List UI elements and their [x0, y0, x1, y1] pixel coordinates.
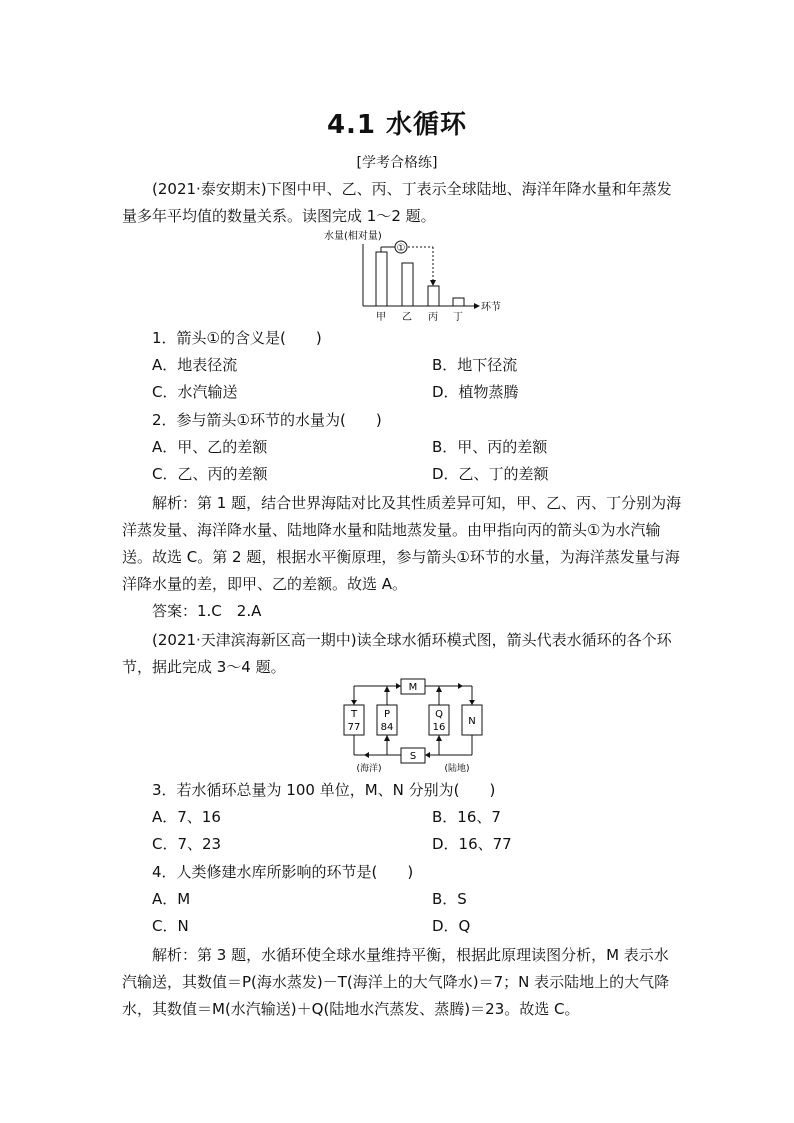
ocean-label: (海洋)	[356, 764, 382, 774]
q2-stem: 2．参与箭头①环节的水量为( )	[152, 411, 382, 429]
box-t-label: T	[350, 709, 358, 720]
q4-option-a: A．M	[152, 890, 191, 908]
arrow1-label: ①	[396, 243, 406, 254]
q-bottom-arrow	[436, 735, 442, 741]
q4-option-c: C．N	[152, 917, 189, 935]
y-axis-label: 水量(相对量)	[324, 231, 382, 242]
box-n-label: N	[468, 716, 476, 727]
q2-option-b: B．甲、丙的差额	[432, 438, 548, 456]
m-in-arrow	[396, 683, 401, 689]
q3-option-d: D．16、77	[432, 835, 512, 853]
q3-option-c: C．7、23	[152, 835, 222, 853]
x-tick-bing: 丙	[428, 312, 438, 323]
box-s-label: S	[409, 751, 417, 762]
q2-option-d: D．乙、丁的差额	[432, 465, 549, 483]
land-label: (陆地)	[444, 764, 470, 774]
q1-stem: 1．箭头①的含义是( )	[152, 329, 322, 347]
q2-option-c: C．乙、丙的差额	[152, 465, 268, 483]
section1-answer: 答案：1.C 2.A	[152, 602, 262, 620]
q3-stem: 3．若水循环总量为 100 单位，M、N 分别为( )	[152, 781, 496, 799]
water-cycle-figure	[336, 675, 494, 775]
m-out-arrow	[458, 683, 463, 689]
water-bar-figure	[322, 228, 512, 326]
x-tick-ding: 丁	[453, 312, 463, 323]
section1-analysis: 解析：第 1 题，结合世界海陆对比及其性质差异可知，甲、乙、丙、丁分别为海洋蒸发量、海洋降水量、陆地降水量和陆地蒸发量。由甲指向丙的箭头①为水汽输送。故选 C。第 2 题，根据水平衡原理，参与箭头①环节的水量，为海洋蒸发量与海洋降水量的差，即甲、乙的差额。故选 A。	[122, 494, 682, 593]
q3-option-b: B．16、7	[432, 808, 501, 826]
page-subtitle: [学考合格练]	[356, 155, 438, 171]
page-title: 4.1 水循环	[326, 110, 468, 140]
q3-option-a: A．7、16	[152, 808, 221, 826]
bar-bing	[428, 286, 439, 306]
q1-option-b: B．地下径流	[432, 356, 518, 374]
x-tick-jia: 甲	[376, 312, 386, 323]
box-q-value: 16	[432, 722, 446, 733]
arrow1-head	[430, 280, 436, 286]
q-arrow	[436, 686, 442, 692]
x-axis-arrow	[474, 303, 480, 309]
p-arrow	[384, 686, 390, 692]
x-tick-yi: 乙	[402, 312, 412, 323]
section2-intro: (2021·天津滨海新区高一期中)读全球水循环模式图，箭头代表水循环的各个环节，据此完成 3～4 题。	[122, 631, 672, 676]
q2-option-a: A．甲、乙的差额	[152, 438, 268, 456]
bar-yi	[402, 263, 413, 306]
box-m-label: M	[408, 682, 418, 693]
x-axis-label: 环节	[481, 302, 501, 313]
box-q-label: Q	[435, 709, 443, 720]
bar-ding	[453, 298, 464, 306]
q4-option-b: B．S	[432, 890, 467, 908]
bar-jia	[376, 252, 387, 306]
q1-option-a: A．地表径流	[152, 356, 238, 374]
box-t-value: 77	[347, 722, 361, 733]
section1-intro: (2021·泰安期末)下图中甲、乙、丙、丁表示全球陆地、海洋年降水量和年蒸发量多年平均值的数量关系。读图完成 1～2 题。	[122, 180, 672, 225]
s-out-arrow	[364, 752, 369, 758]
box-p-value: 84	[380, 722, 394, 733]
p-bottom-arrow	[384, 735, 390, 741]
q4-option-d: D．Q	[432, 917, 471, 935]
section2-analysis: 解析：第 3 题，水循环使全球水量维持平衡，根据此原理读图分析，M 表示水汽输送，其数值＝P(海水蒸发)－T(海洋上的大气降水)＝7；N 表示陆地上的大气降水，其数值＝M(水汽输送)＋Q(陆地水汽蒸发、蒸腾)＝23。故选 C。	[122, 946, 670, 1018]
q1-option-d: D．植物蒸腾	[432, 383, 519, 401]
s-in-arrow	[425, 752, 430, 758]
box-p-label: P	[383, 709, 391, 720]
q1-option-c: C．水汽输送	[152, 383, 238, 401]
q4-stem: 4．人类修建水库所影响的环节是( )	[152, 863, 414, 881]
n-arrow	[469, 700, 475, 705]
t-arrow	[351, 700, 357, 705]
